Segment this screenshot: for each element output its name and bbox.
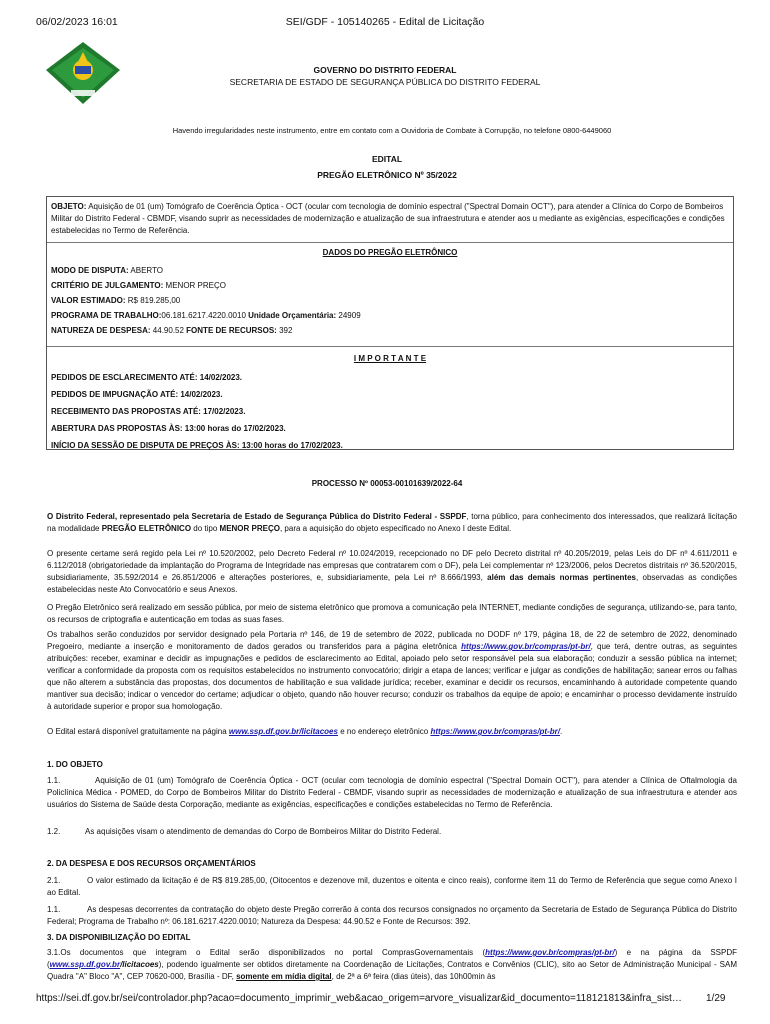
section-1-title: 1. DO OBJETO bbox=[47, 760, 103, 769]
footer-url: https://sei.df.gov.br/sei/controlador.php?acao=documento_imprimir_web&acao_origem=arvore_visualizar&id_documento=118121813&infra_sist… bbox=[36, 993, 682, 1004]
section-2-title: 2. DA DESPESA E DOS RECURSOS ORÇAMENTÁRIOS bbox=[47, 859, 256, 868]
programa-trabalho: PROGRAMA DE TRABALHO:06.181.6217.4220.0010 Unidade Orçamentária: 24909 bbox=[51, 311, 361, 320]
objeto-label: OBJETO: bbox=[51, 202, 87, 211]
dados-section bbox=[47, 242, 733, 346]
print-doc-title: SEI/GDF - 105140265 - Edital de Licitação bbox=[285, 16, 485, 28]
section-2-item-2: 1.1. As despesas decorrentes da contratação do objeto deste Pregão correrão à conta dos recursos consignados no orçamento da Secretaria de Estado de Segurança Pública do Distrito Federal; Programa de Trabalho nº: 06.181.6217.4220.0010; Natureza da Despesa: 44.90.52 e Fonte de Recursos: 392. bbox=[47, 905, 737, 926]
doc-title: EDITAL bbox=[371, 154, 403, 164]
intro-paragraph-2: O presente certame será regido pela Lei nº 10.520/2002, pelo Decreto Federal nº 10.024/2019, recepcionado no DF pelo Decreto distrital nº 40.205/2019, pelas Leis do DF nº 4.611/2011 e 6.112/2018 (obrigatoriedade da implantação do Programa de Integridade nas empresas que contratarem com o DF), pela Lei complementar nº 123/2006, pelos Decretos distritais nº 36.520/2015, subsidiariamente, 35.592/2014 e 26.851/2006 e alterações posteriores, e, subsidiariamente, pela Lei nº 8.666/1993, além das demais normas pertinentes, observadas as condições estabelecidas neste Ato Convocatório e seus Anexos. bbox=[47, 549, 737, 594]
importante-title: I M P O R T A N T E bbox=[353, 354, 427, 363]
section-3-title: 3. DA DISPONIBILIZAÇÃO DO EDITAL bbox=[47, 933, 191, 942]
processo-number: PROCESSO Nº 00053-00101639/2022-64 bbox=[311, 479, 463, 488]
natureza-despesa: NATUREZA DE DESPESA: 44.90.52 FONTE DE RECURSOS: 392 bbox=[51, 326, 293, 335]
intro-paragraph-5: O Edital estará disponível gratuitamente na página www.ssp.df.gov.br/licitacoes e no endereço eletrônico https://www.gov.br/compras/pt-br/. bbox=[47, 727, 563, 736]
gdf-crest-logo bbox=[44, 40, 122, 106]
modo-disputa: MODO DE DISPUTA: ABERTO bbox=[51, 266, 164, 275]
intro-paragraph-4: Os trabalhos serão conduzidos por servidor designado pela Portaria nº 146, de 19 de setembro de 2022, publicada no DODF nº 179, página 18, de 22 de setembro de 2022, denominado Pregoeiro, mediante a inserção e monitoramento de dados gerados ou transferidos para a página eletrônica https://www.gov.br/compras/pt-br/, que terá, dentre outras, as seguintes atribuições: receber, examinar e decidir as impugnações e pedidos de esclarecimento ao Edital, apoiado pelo setor responsável pela sua elaboração; conduzir a sessão pública na internet; verificar a conformidade da proposta com os requisitos estabelecidos no instrumento convocatório; dirigir a etapa de lances; verificar e julgar as condições de habilitação; sanear erros ou falhas que não alterem a substância das propostas, dos documentos de habilitação e sua validade jurídica; receber, examinar e decidir os recursos, encaminhando à autoridade competente quando mantiver sua decisão; indicar o vencedor do certame; adjudicar o objeto, quando não houver recurso; conduzir os trabalhos da equipe de apoio; e encaminhar o processo devidamente instruído à autoridade superior e propor sua homologação. bbox=[47, 630, 737, 711]
section-1-item-2: 1.2. As aquisições visam o atendimento de demandas do Corpo de Bombeiros Militar do Distrito Federal. bbox=[47, 827, 442, 836]
objeto-text: Aquisição de 01 (um) Tomógrafo de Coerência Óptica - OCT (ocular com tecnologia de domínio espectral ("Spectral Domain OCT"), para atender a Clínica do Corpo de Bombeiros Militar do Distrito Federal - CBMDF, visando suprir as necessidades de modernização e atualização de sua infraestrutura e atender aos u mediante as exigências, especificações e condições estabelecidas no Termo de Referência. bbox=[51, 202, 725, 235]
importante-item: ABERTURA DAS PROPOSTAS ÀS: 13:00 horas do 17/02/2023. bbox=[51, 424, 286, 433]
header-secretariat: SECRETARIA DE ESTADO DE SEGURANÇA PÚBLICA DO DISTRITO FEDERAL bbox=[229, 77, 541, 87]
warning-text: Havendo irregularidades neste instrumento, entre em contato com a Ouvidoria de Combate à Corrupção, no telefone 0800-6449060 bbox=[172, 126, 612, 135]
print-datetime: 06/02/2023 16:01 bbox=[36, 16, 118, 28]
compras-link-3[interactable]: https://www.gov.br/compras/pt-br/ bbox=[485, 948, 615, 957]
ssp-site-link[interactable]: www.ssp.df.gov.br bbox=[49, 960, 121, 969]
compras-link[interactable]: https://www.gov.br/compras/pt-br/ bbox=[461, 642, 591, 651]
criterio-julgamento: CRITÉRIO DE JULGAMENTO: MENOR PREÇO bbox=[51, 281, 226, 290]
intro-paragraph-3: O Pregão Eletrônico será realizado em sessão pública, por meio de sistema eletrônico que promova a comunicação pela INTERNET, mediante condições de segurança, utilizando-se, para tanto, os recursos de criptografia e autenticação em todas as suas fases. bbox=[47, 603, 737, 624]
intro-paragraph-1: O Distrito Federal, representado pela Secretaria de Estado de Segurança Pública do Distrito Federal - SSPDF, torna público, para conhecimento dos interessados, que realizará licitação na modalidade PREGÃO ELETRÔNICO do tipo MENOR PREÇO, para a aquisição do objeto especificado no Anexo I deste Edital. bbox=[47, 512, 737, 533]
importante-item: PEDIDOS DE IMPUGNAÇÃO ATÉ: 14/02/2023. bbox=[51, 390, 223, 399]
ssp-licitacoes-link[interactable]: www.ssp.df.gov.br/licitacoes bbox=[228, 727, 338, 736]
doc-subtitle: PREGÃO ELETRÔNICO Nº 35/2022 bbox=[317, 170, 457, 180]
section-1-item-1: 1.1. Aquisição de 01 (um) Tomógrafo de Coerência Óptica - OCT (ocular com tecnologia de domínio espectral ("Spectral Domain OCT"), para atender a Clínica de Oftalmologia da Policlínica Médica - POMED, do Corpo de Bombeiros Militar do Distrito Federal - CBMDF, visando suprir as necessidades de modernização e atualização de sua infraestrutura e atender aos usuários do Sistema de Saúde desta Corporação, mediante as exigências, especificações e condições estabelecidas no Termo de Referência. bbox=[47, 776, 737, 809]
importante-section bbox=[47, 346, 733, 450]
info-box bbox=[46, 196, 734, 450]
importante-item: INÍCIO DA SESSÃO DE DISPUTA DE PREÇOS ÀS: 13:00 horas do 17/02/2023. bbox=[51, 441, 343, 450]
dados-title: DADOS DO PREGÃO ELETRÔNICO bbox=[322, 248, 458, 257]
header-government: GOVERNO DO DISTRITO FEDERAL bbox=[313, 65, 457, 75]
section-3-item-1: 3.1.Os documentos que integram o Edital serão disponibilizados no portal ComprasGovernamentais (https://www.gov.br/compras/pt-br/) e na página da SSPDF (www.ssp.df.gov.br/licitacoes), podendo igualmente ser obtidos diretamente na Coordenação de Licitações, Contratos e Convênios (CLIC), sito ao Setor de Administração Municipal - SAM Quadra "A" Bloco "A", CEP 70620-000, Brasília - DF, somente em mídia digital, de 2ª a 6ª feira (dias úteis), das 10h00min às bbox=[47, 948, 737, 981]
importante-item: RECEBIMENTO DAS PROPOSTAS ATÉ: 17/02/2023. bbox=[51, 407, 246, 416]
compras-link-2[interactable]: https://www.gov.br/compras/pt-br/ bbox=[430, 727, 560, 736]
section-2-item-1: 2.1. O valor estimado da licitação é de R$ 819.285,00, (Oitocentos e dezenove mil, duzentos e oitenta e cinco reais), conforme item 11 do Termo de Referência que segue como Anexo I ao Edital. bbox=[47, 876, 737, 897]
importante-item: PEDIDOS DE ESCLARECIMENTO ATÉ: 14/02/2023. bbox=[51, 373, 243, 382]
page-number: 1/29 bbox=[706, 993, 726, 1004]
objeto-row bbox=[47, 197, 733, 242]
valor-estimado: VALOR ESTIMADO: R$ 819.285,00 bbox=[51, 296, 181, 305]
